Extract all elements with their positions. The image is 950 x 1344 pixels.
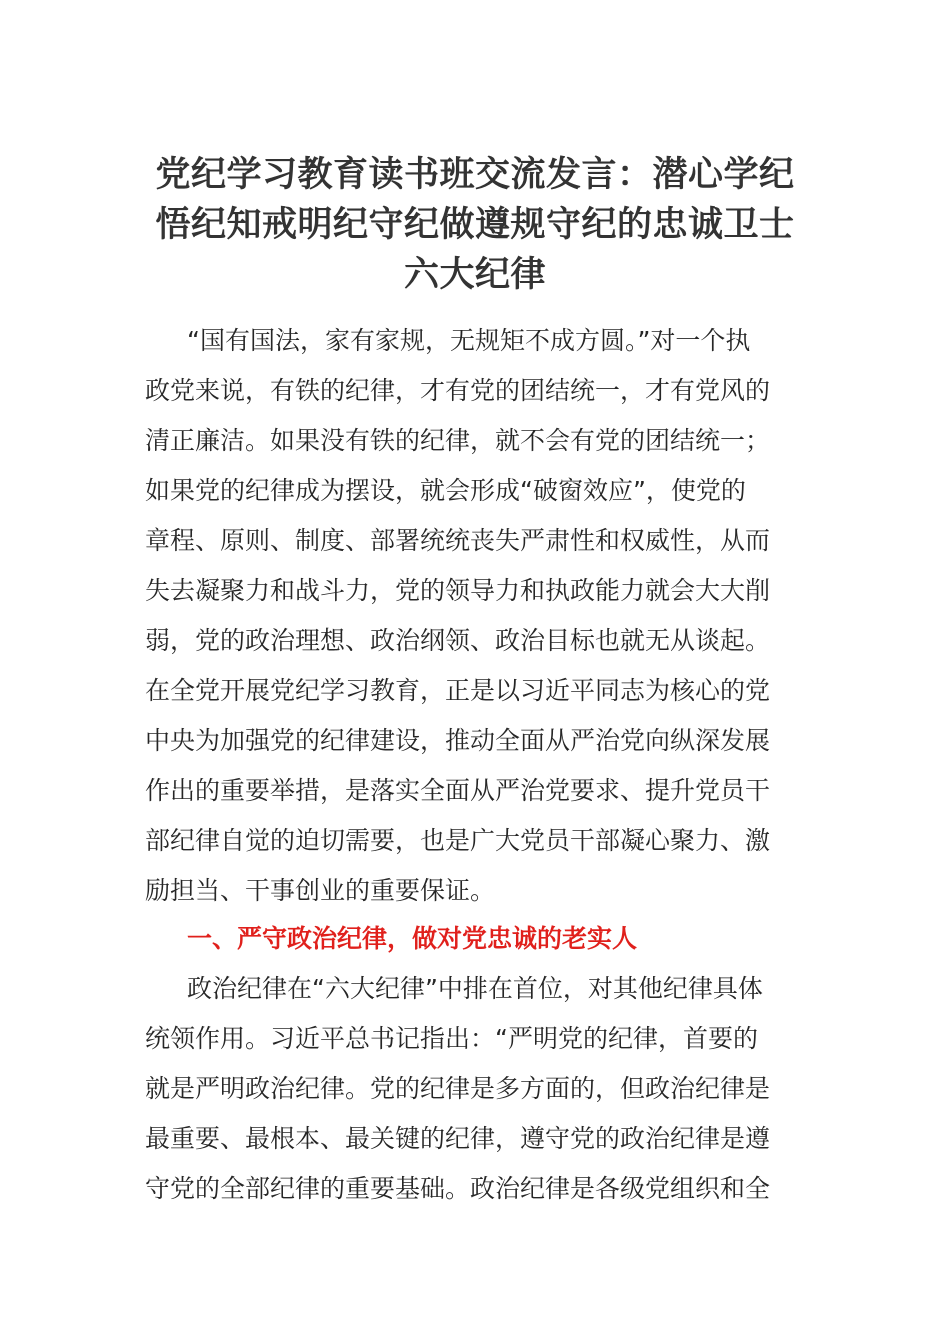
- title-line: 悟纪知戒明纪守纪做遵规守纪的忠诚卫士: [155, 205, 795, 245]
- paragraph-line: 就是严明政治纪律。党的纪律是多方面的，但政治纪律是: [145, 1074, 771, 1103]
- paragraph-line: 政治纪律在“六大纪律”中排在首位，对其他纪律具体: [187, 974, 763, 1003]
- paragraph-line: 弱，党的政治理想、政治纲领、政治目标也就无从谈起。: [145, 626, 771, 655]
- title-line: 党纪学习教育读书班交流发言：潜心学纪: [155, 155, 795, 195]
- document-title: [150, 150, 800, 300]
- paragraph-line: 中央为加强党的纪律建设，推动全面从严治党向纵深发展: [145, 726, 771, 755]
- paragraph-line: 清正廉洁。如果没有铁的纪律，就不会有党的团结统一；: [145, 426, 771, 455]
- paragraph-line: 在全党开展党纪学习教育，正是以习近平同志为核心的党: [145, 676, 771, 705]
- paragraph-line: 最重要、最根本、最关键的纪律，遵守党的政治纪律是遵: [145, 1124, 771, 1153]
- paragraph-line: 章程、原则、制度、部署统统丧失严肃性和权威性，从而: [145, 526, 771, 555]
- paragraph-line: 部纪律自觉的迫切需要，也是广大党员干部凝心聚力、激: [145, 826, 771, 855]
- paragraph-intro: [145, 316, 805, 916]
- paragraph-political-discipline: [145, 964, 805, 1214]
- section-heading: 一、严守政治纪律，做对党忠诚的老实人: [187, 924, 638, 953]
- paragraph-line: “国有国法，家有家规，无规矩不成方圆。”对一个执: [187, 326, 751, 355]
- paragraph-line: 如果党的纪律成为摆设，就会形成“破窗效应”，使党的: [145, 476, 746, 505]
- paragraph-line: 守党的全部纪律的重要基础。政治纪律是各级党组织和全: [145, 1174, 771, 1203]
- paragraph-line: 政党来说，有铁的纪律，才有党的团结统一，才有党风的: [145, 376, 771, 405]
- paragraph-line: 励担当、干事创业的重要保证。: [145, 876, 496, 905]
- paragraph-line: 作出的重要举措，是落实全面从严治党要求、提升党员干: [145, 776, 771, 805]
- paragraph-line: 失去凝聚力和战斗力，党的领导力和执政能力就会大大削: [145, 576, 771, 605]
- title-line: 六大纪律: [403, 255, 546, 295]
- paragraph-line: 统领作用。习近平总书记指出：“严明党的纪律，首要的: [145, 1024, 758, 1053]
